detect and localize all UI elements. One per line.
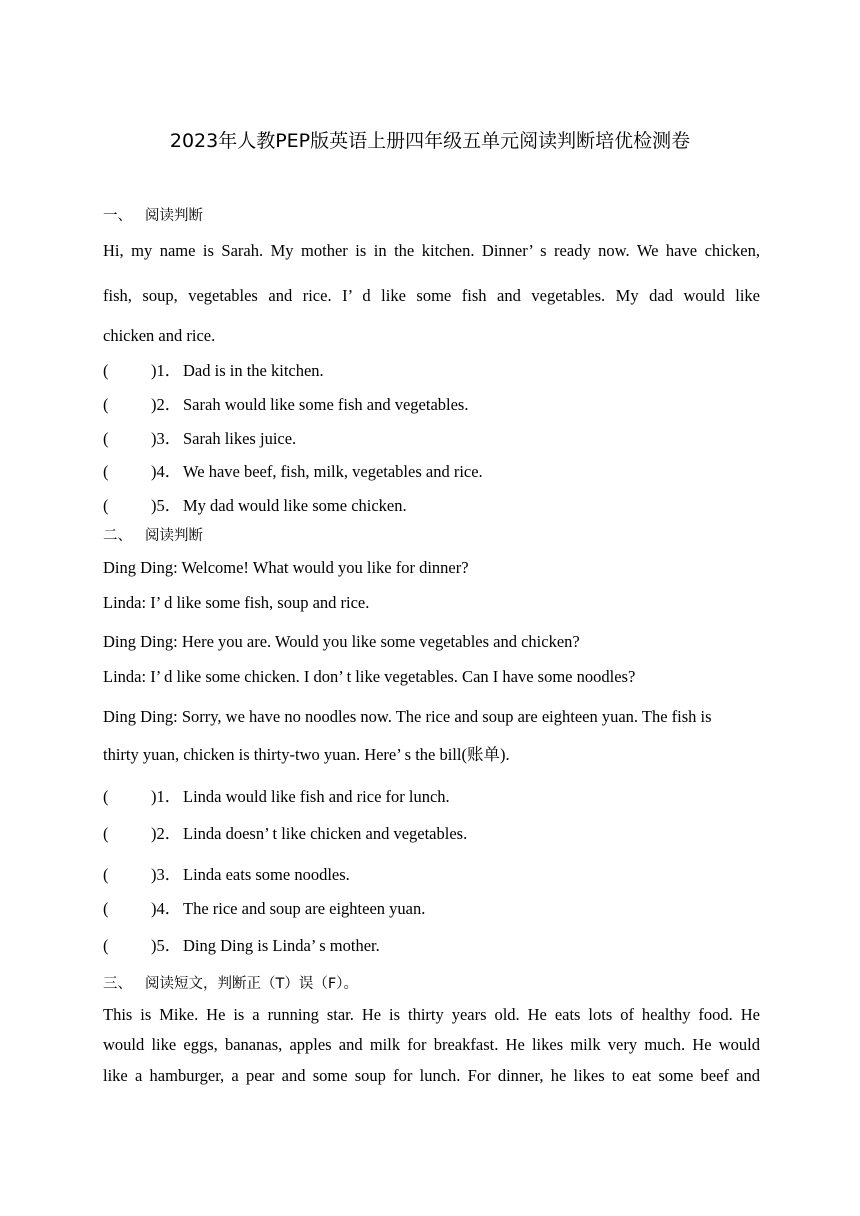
question-item [103, 391, 468, 415]
passage-line: like a hamburger, a pear and some soup for lunch. For dinner, he likes to eat some beef and [103, 1066, 760, 1085]
question-number: )3． [151, 429, 182, 448]
passage-line: This is Mike. He is a running star. He is thirty years old. He eats lots of healthy food. He [103, 1005, 760, 1024]
passage-line: chicken and rice. [103, 326, 216, 345]
question-text: Sarah likes juice. [183, 429, 297, 448]
passage-line: fish, soup, vegetables and rice. I’ d like some fish and vegetables. My dad would like [103, 286, 760, 305]
question-text: My dad would like some chicken. [183, 496, 407, 515]
question-text: We have beef, fish, milk, vegetables and rice. [183, 462, 483, 481]
question-number: )5． [151, 936, 182, 955]
question-item [103, 861, 350, 885]
question-item [103, 425, 296, 449]
answer-blank: ( [103, 936, 109, 955]
answer-blank: ( [103, 429, 109, 448]
section-3-heading [103, 972, 358, 993]
dialogue-line: Linda: I’ d like some chicken. I don’ t like vegetables. Can I have some noodles? [103, 667, 636, 686]
answer-blank: ( [103, 865, 109, 884]
question-item [103, 932, 380, 956]
section-number: 三、 [103, 976, 132, 992]
question-text: Linda would like fish and rice for lunch. [183, 787, 450, 806]
question-number: )2． [151, 824, 182, 843]
dialogue-line: Linda: I’ d like some fish, soup and rice. [103, 593, 370, 612]
question-item [103, 357, 324, 381]
section-2-heading [103, 524, 203, 545]
question-text: Linda doesn’ t like chicken and vegetables. [183, 824, 468, 843]
answer-blank: ( [103, 787, 109, 806]
question-number: )2． [151, 395, 182, 414]
question-text: Sarah would like some fish and vegetables. [183, 395, 469, 414]
section-number: 二、 [103, 528, 132, 544]
section-title: 阅读判断 [145, 528, 203, 544]
question-number: )5． [151, 496, 182, 515]
question-number: )1． [151, 787, 182, 806]
question-number: )3． [151, 865, 182, 884]
answer-blank: ( [103, 462, 109, 481]
question-item [103, 458, 483, 482]
question-item [103, 895, 425, 919]
question-text: Linda eats some noodles. [183, 865, 350, 884]
passage-line: would like eggs, bananas, apples and milk for breakfast. He likes milk very much. He would [103, 1035, 760, 1054]
answer-blank: ( [103, 824, 109, 843]
answer-blank: ( [103, 496, 109, 515]
question-number: )1． [151, 361, 182, 380]
question-item [103, 783, 450, 807]
question-number: )4． [151, 462, 182, 481]
question-text: Ding Ding is Linda’ s mother. [183, 936, 380, 955]
dialogue-line: Ding Ding: Welcome! What would you like for dinner? [103, 558, 469, 577]
question-item [103, 820, 467, 844]
question-text: Dad is in the kitchen. [183, 361, 324, 380]
answer-blank: ( [103, 361, 109, 380]
question-number: )4． [151, 899, 182, 918]
answer-blank: ( [103, 899, 109, 918]
dialogue-line: Ding Ding: Here you are. Would you like some vegetables and chicken? [103, 632, 580, 651]
dialogue-line: thirty yuan, chicken is thirty-two yuan. Here’ s the bill(账单). [103, 745, 510, 764]
section-title: 阅读判断 [145, 208, 203, 224]
answer-blank: ( [103, 395, 109, 414]
page-title: 2023年人教PEP版英语上册四年级五单元阅读判断培优检测卷 [169, 130, 691, 152]
section-number: 一、 [103, 208, 132, 224]
section-title: 阅读短文，判断正（T）误（F）。 [145, 976, 358, 992]
question-text: The rice and soup are eighteen yuan. [183, 899, 426, 918]
section-1-heading [103, 204, 203, 225]
passage-line: Hi, my name is Sarah. My mother is in the kitchen. Dinner’ s ready now. We have chicken, [103, 241, 760, 260]
dialogue-line: Ding Ding: Sorry, we have no noodles now. The rice and soup are eighteen yuan. The fish is [103, 707, 712, 726]
question-item [103, 492, 407, 516]
